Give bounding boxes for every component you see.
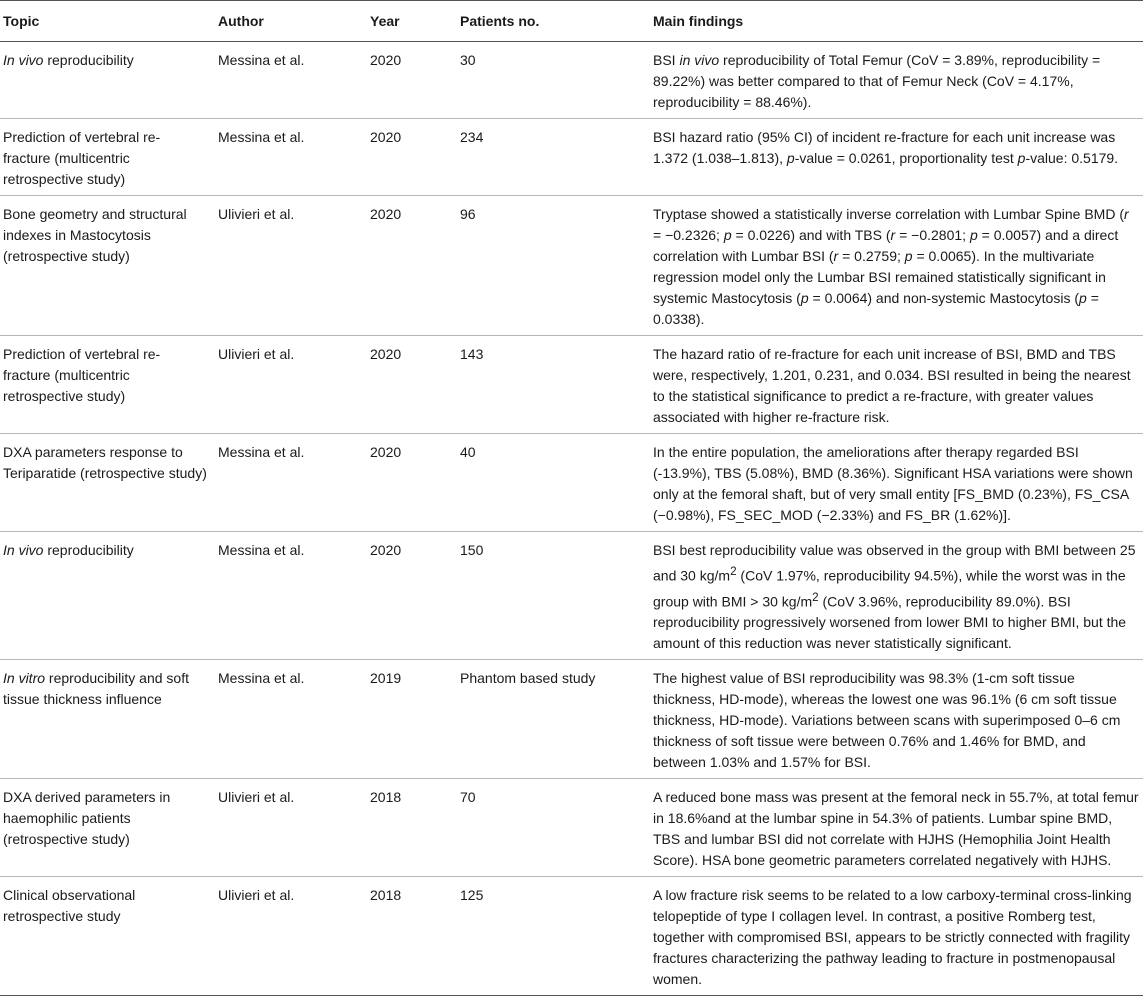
cell-topic: In vivo reproducibility: [0, 42, 215, 119]
cell-author: Ulivieri et al.: [215, 779, 367, 877]
table-row: [0, 196, 1143, 336]
cell-findings: In the entire population, the ameliorations after therapy regarded BSI (-13.9%), TBS (5.08%), BMD (8.36%). Significant HSA variations were shown only at the femoral shaft, but of very small entity [FS_BMD (0.23%), FS_CSA (−0.98%), FS_SEC_MOD (−2.33%) and FS_BR (1.62%)].: [650, 434, 1143, 532]
cell-year: 2020: [367, 42, 457, 119]
cell-topic: DXA parameters response to Teriparatide (retrospective study): [0, 434, 215, 532]
cell-year: 2020: [367, 532, 457, 660]
cell-patients: 70: [457, 779, 650, 877]
cell-findings: BSI best reproducibility value was observed in the group with BMI between 25 and 30 $kg/m^2$ (CoV 1.97%, reproducibility 94.5%), while the worst was in the group with BMI > 30 $kg/m^2$ (CoV 3.96%, reproducibility 89.0%). BSI reproducibility progressively worsened from lower BMI to higher BMI, but the amount of this reduction was never statistically significant.: [650, 532, 1143, 660]
cell-author: Ulivieri et al.: [215, 877, 367, 996]
header-patients: Patients no.: [457, 1, 650, 42]
cell-findings: Tryptase showed a statistically inverse correlation with Lumbar Spine BMD (r = −0.2326; p = 0.0226) and with TBS (r = −0.2801; p = 0.0057) and a direct correlation with Lumbar BSI (r = 0.2759; p = 0.0065). In the multivariate regression model only the Lumbar BSI remained statistically significant in systemic Mastocytosis (p = 0.0064) and non-systemic Mastocytosis (p = 0.0338).: [650, 196, 1143, 336]
cell-author: Messina et al.: [215, 532, 367, 660]
table-row: [0, 660, 1143, 779]
cell-topic: Prediction of vertebral re-fracture (multicentric retrospective study): [0, 336, 215, 434]
cell-year: 2018: [367, 877, 457, 996]
cell-topic: DXA derived parameters in haemophilic patients (retrospective study): [0, 779, 215, 877]
cell-author: Messina et al.: [215, 434, 367, 532]
cell-year: 2020: [367, 434, 457, 532]
cell-year: 2020: [367, 196, 457, 336]
cell-topic: Prediction of vertebral re-fracture (multicentric retrospective study): [0, 119, 215, 196]
cell-year: 2018: [367, 779, 457, 877]
cell-findings: A reduced bone mass was present at the femoral neck in 55.7%, at total femur in 18.6%and at the lumbar spine in 54.3% of patients. Lumbar spine BMD, TBS and lumbar BSI did not correlate with HJHS (Hemophilia Joint Health Score). HSA bone geometric parameters correlated negatively with HJHS.: [650, 779, 1143, 877]
cell-patients: 30: [457, 42, 650, 119]
cell-author: Messina et al.: [215, 119, 367, 196]
table-row: [0, 877, 1143, 996]
cell-year: 2020: [367, 336, 457, 434]
cell-patients: 150: [457, 532, 650, 660]
table-row: [0, 119, 1143, 196]
cell-findings: The hazard ratio of re-fracture for each unit increase of BSI, BMD and TBS were, respectively, 1.201, 0.231, and 0.034. BSI resulted in being the nearest to the statistical significance to predict a re-fracture, with greater values associated with higher re-fracture risk.: [650, 336, 1143, 434]
cell-patients: 96: [457, 196, 650, 336]
cell-topic: Bone geometry and structural indexes in Mastocytosis (retrospective study): [0, 196, 215, 336]
header-author: Author: [215, 1, 367, 42]
header-row: [0, 1, 1143, 42]
cell-patients: 234: [457, 119, 650, 196]
cell-patients: Phantom based study: [457, 660, 650, 779]
cell-patients: 143: [457, 336, 650, 434]
cell-findings: BSI in vivo reproducibility of Total Femur (CoV = 3.89%, reproducibility = 89.22%) was better compared to that of Femur Neck (CoV = 4.17%, reproducibility = 88.46%).: [650, 42, 1143, 119]
table-row: [0, 779, 1143, 877]
header-year: Year: [367, 1, 457, 42]
cell-year: 2019: [367, 660, 457, 779]
header-topic: Topic: [0, 1, 215, 42]
cell-findings: A low fracture risk seems to be related to a low carboxy-terminal cross-linking telopeptide of type I collagen level. In contrast, a positive Romberg test, together with compromised BSI, appears to be strictly connected with fragility fractures characterizing the pathway leading to fracture in postmenopausal women.: [650, 877, 1143, 996]
table-row: [0, 336, 1143, 434]
cell-author: Ulivieri et al.: [215, 336, 367, 434]
cell-topic: Clinical observational retrospective study: [0, 877, 215, 996]
cell-author: Ulivieri et al.: [215, 196, 367, 336]
table-header: [0, 1, 1143, 42]
cell-topic: In vivo reproducibility: [0, 532, 215, 660]
header-findings: Main findings: [650, 1, 1143, 42]
table-body: [0, 42, 1143, 996]
cell-findings: BSI hazard ratio (95% CI) of incident re-fracture for each unit increase was 1.372 (1.038–1.813), p-value = 0.0261, proportionality test p-value: 0.5179.: [650, 119, 1143, 196]
cell-author: Messina et al.: [215, 660, 367, 779]
table-row: [0, 434, 1143, 532]
cell-patients: 125: [457, 877, 650, 996]
cell-topic: In vitro reproducibility and soft tissue thickness influence: [0, 660, 215, 779]
cell-patients: 40: [457, 434, 650, 532]
table-row: [0, 42, 1143, 119]
cell-year: 2020: [367, 119, 457, 196]
cell-author: Messina et al.: [215, 42, 367, 119]
table-row: [0, 532, 1143, 660]
cell-findings: The highest value of BSI reproducibility was 98.3% (1-cm soft tissue thickness, HD-mode), whereas the lowest one was 96.1% (6 cm soft tissue thickness, HD-mode). Variations between scans with superimposed 0–6 cm thickness of soft tissue were between 0.76% and 1.46% for BMD, and between 1.03% and 1.57% for BSI.: [650, 660, 1143, 779]
